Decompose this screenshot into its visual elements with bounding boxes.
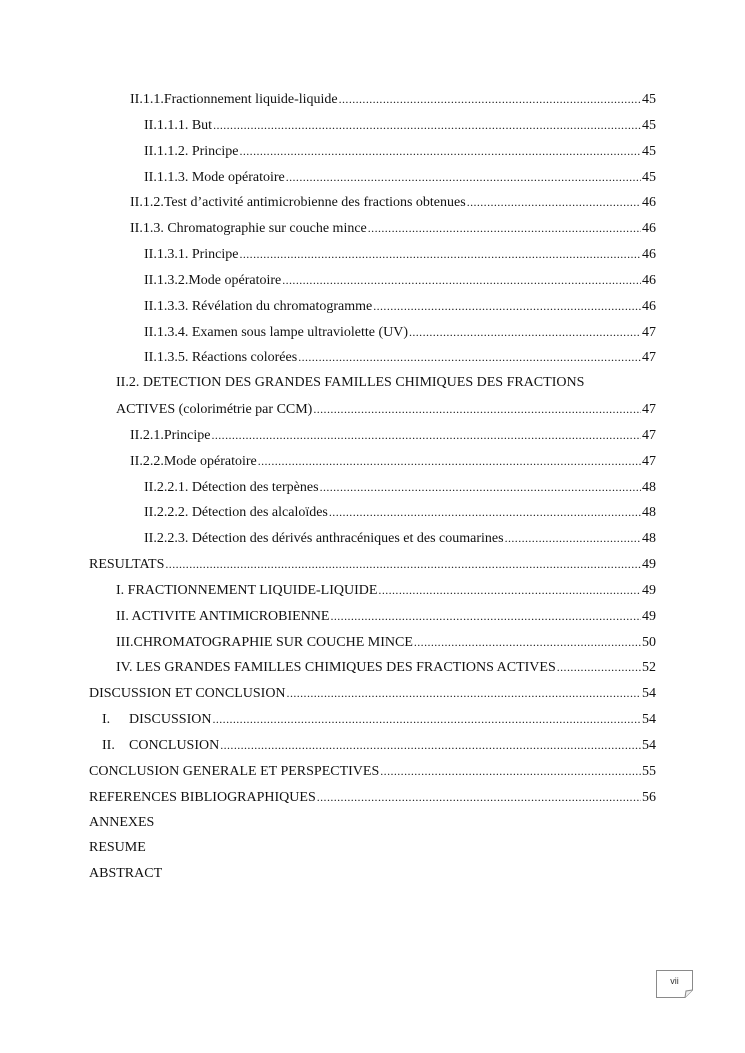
dot-leader: [211, 423, 641, 447]
toc-entry-title: IV. LES GRANDES FAMILLES CHIMIQUES DES FRACTIONS ACTIVES: [116, 660, 556, 675]
dot-leader: [329, 500, 641, 524]
dot-leader: [467, 190, 641, 214]
toc-entry[interactable]: [116, 630, 656, 654]
toc-entry[interactable]: [144, 139, 656, 163]
toc-entry-title: ANNEXES: [89, 815, 155, 830]
dot-leader: [287, 681, 641, 705]
toc-entry-title: II.2.1.Principe: [130, 428, 211, 443]
toc-entry[interactable]: [144, 165, 656, 189]
toc-entry-title: ACTIVES (colorimétrie par CCM): [116, 402, 313, 417]
toc-entry[interactable]: [116, 655, 656, 679]
dot-leader: [213, 113, 641, 137]
toc-entry-title: II.2.2.2. Détection des alcaloïdes: [144, 505, 328, 520]
dot-leader: [298, 345, 641, 369]
toc-entry-page: 45: [642, 170, 656, 185]
toc-entry-title: RESULTATS: [89, 557, 165, 572]
toc-entry-title: RESUME: [89, 840, 146, 855]
toc-entry[interactable]: [102, 707, 656, 731]
toc-entry[interactable]: [130, 423, 656, 447]
toc-entry-page: 45: [642, 144, 656, 159]
toc-entry[interactable]: [116, 604, 656, 628]
dot-leader: [165, 552, 641, 576]
toc-entry-title: CONCLUSION GENERALE ET PERSPECTIVES: [89, 764, 380, 779]
toc-entry-page: 46: [642, 299, 656, 314]
toc-entry-page: 49: [642, 557, 656, 572]
toc-entry-title: II.1.3.4. Examen sous lampe ultraviolette (UV): [144, 325, 408, 340]
toc-entry[interactable]: [144, 242, 656, 266]
toc-entry-page: 49: [642, 583, 656, 598]
toc-entry-page: 48: [642, 505, 656, 520]
toc-entry[interactable]: [89, 759, 656, 783]
toc-entry[interactable]: [89, 811, 656, 835]
toc-entry[interactable]: [144, 294, 656, 318]
toc-entry-title: II.2.2.1. Détection des terpènes: [144, 480, 319, 495]
toc-entry[interactable]: [130, 87, 656, 111]
toc-entry-page: 48: [642, 531, 656, 546]
toc-entry-page: 48: [642, 480, 656, 495]
toc-entry[interactable]: [89, 552, 656, 576]
toc-entry-page: 45: [642, 118, 656, 133]
toc-entry-title: II.1.1.3. Mode opératoire: [144, 170, 285, 185]
toc-entry-title: II.1.3.3. Révélation du chromatogramme: [144, 299, 373, 314]
toc-entry-title: II.1.3.5. Réactions colorées: [144, 350, 298, 365]
toc-entry-page: 46: [642, 221, 656, 236]
dot-leader: [339, 87, 641, 111]
toc-entry-title: II.2.2.Mode opératoire: [130, 454, 257, 469]
toc-entry-title: II.2. DETECTION DES GRANDES FAMILLES CHIMIQUES DES FRACTIONS: [116, 375, 585, 390]
dot-leader: [286, 165, 641, 189]
dot-leader: [414, 630, 641, 654]
toc-entry-page: 50: [642, 635, 656, 650]
toc-entry-title: II.1.1.Fractionnement liquide-liquide: [130, 92, 338, 107]
page-number-badge: [656, 970, 693, 998]
dot-leader: [368, 216, 641, 240]
toc-entry-title: [102, 708, 211, 732]
toc-entry[interactable]: [89, 785, 656, 809]
toc-entry-page: 55: [642, 764, 656, 779]
toc-entry-page: 45: [642, 92, 656, 107]
dot-leader: [220, 733, 641, 757]
toc-entry-page: 47: [642, 402, 656, 417]
toc-entry-title: ABSTRACT: [89, 866, 163, 881]
toc-entry[interactable]: [144, 500, 656, 524]
toc-entry-title: REFERENCES BIBLIOGRAPHIQUES: [89, 790, 316, 805]
dot-leader: [212, 707, 641, 731]
dot-leader: [258, 449, 641, 473]
toc-entry-title: II.1.3. Chromatographie sur couche mince: [130, 221, 367, 236]
toc-entry-label: DISCUSSION: [129, 712, 212, 727]
toc-entry-page: 52: [642, 660, 656, 675]
toc-entry-page: 47: [642, 428, 656, 443]
toc-entry[interactable]: [144, 113, 656, 137]
dot-leader: [505, 526, 641, 550]
toc-entry-title: DISCUSSION ET CONCLUSION: [89, 686, 286, 701]
toc-entry-title: [102, 734, 219, 758]
toc-entry-title: II.2.2.3. Détection des dérivés anthracéniques et des coumarines: [144, 531, 504, 546]
toc-entry-label: CONCLUSION: [129, 738, 220, 753]
toc-entry[interactable]: [144, 345, 656, 369]
toc-entry[interactable]: [89, 681, 656, 705]
toc-entry-title: III.CHROMATOGRAPHIE SUR COUCHE MINCE: [116, 635, 413, 650]
dot-leader: [320, 475, 641, 499]
dot-leader: [409, 320, 641, 344]
toc-entry[interactable]: [116, 371, 617, 395]
toc-entry-title: II.1.3.2.Mode opératoire: [144, 273, 282, 288]
dot-leader: [378, 578, 641, 602]
toc-entry-page: 47: [642, 454, 656, 469]
toc-entry-title: II.1.1.2. Principe: [144, 144, 239, 159]
toc-entry[interactable]: [130, 216, 656, 240]
dot-leader: [317, 785, 641, 809]
dot-leader: [313, 397, 641, 421]
toc-entry-page: 54: [642, 712, 656, 727]
toc-entry-title: II. ACTIVITE ANTIMICROBIENNE: [116, 609, 330, 624]
toc-entry-page: 46: [642, 273, 656, 288]
toc-entry-page: 47: [642, 325, 656, 340]
dot-leader: [239, 139, 641, 163]
toc-entry-page: 49: [642, 609, 656, 624]
dot-leader: [557, 655, 641, 679]
page-number: vii: [670, 976, 679, 986]
dot-leader: [373, 294, 641, 318]
toc-entry-page: 54: [642, 686, 656, 701]
toc-entry[interactable]: [89, 862, 656, 886]
dot-leader: [282, 268, 641, 292]
dot-leader: [239, 242, 641, 266]
toc-entry[interactable]: [116, 397, 656, 421]
toc-entry-page: 46: [642, 247, 656, 262]
toc-entry[interactable]: [116, 578, 656, 602]
toc-entry[interactable]: [130, 449, 656, 473]
toc-entry[interactable]: [130, 190, 656, 214]
toc-entry[interactable]: [89, 836, 656, 860]
toc-entry-page: 47: [642, 350, 656, 365]
toc-entry-page: 46: [642, 195, 656, 210]
toc-entry-title: II.1.1.1. But: [144, 118, 213, 133]
toc-entry-title: II.1.2.Test d’activité antimicrobienne des fractions obtenues: [130, 195, 466, 210]
toc-entry-title: II.1.3.1. Principe: [144, 247, 239, 262]
toc-entry-number: II.: [102, 738, 115, 753]
toc-entry[interactable]: [144, 475, 656, 499]
toc-entry-page: 54: [642, 738, 656, 753]
dot-leader: [380, 759, 641, 783]
toc-entry[interactable]: [102, 733, 656, 757]
toc-entry[interactable]: [144, 320, 656, 344]
toc-entry-page: 56: [642, 790, 656, 805]
toc-entry[interactable]: [144, 268, 656, 292]
toc-entry[interactable]: [144, 526, 656, 550]
toc-entry-title: I. FRACTIONNEMENT LIQUIDE-LIQUIDE: [116, 583, 378, 598]
toc-entry-number: I.: [102, 712, 111, 727]
dot-leader: [330, 604, 641, 628]
